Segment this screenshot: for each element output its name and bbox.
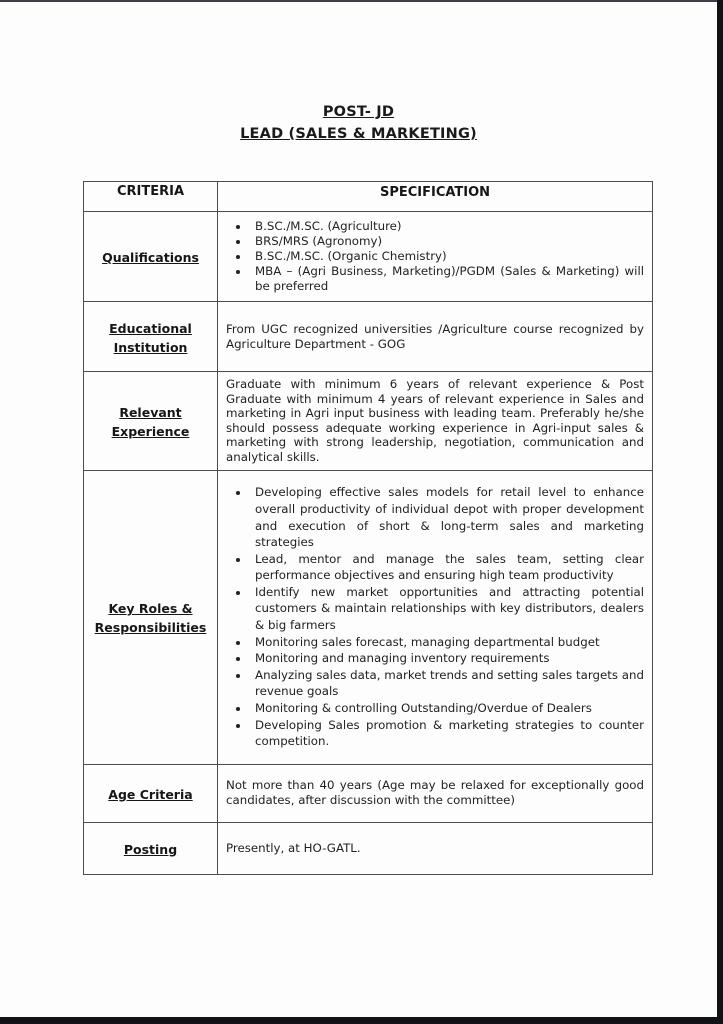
bullet-item: • Lead, mentor and manage the sales team, setting clear performance objectives and ensuring high team productivity xyxy=(250,551,644,584)
specification-cell-posting xyxy=(218,822,653,874)
jd-table-body xyxy=(84,212,653,875)
jd-table xyxy=(83,181,653,875)
title-role: LEAD (SALES & MARKETING) xyxy=(240,126,477,142)
bullet-item: • Monitoring and managing inventory requirements xyxy=(250,650,644,667)
bullet-item: • Developing Sales promotion & marketing strategies to counter competition. xyxy=(250,717,644,750)
bullet-item: • B.SC./M.SC. (Agriculture) xyxy=(250,219,644,234)
criteria-cell-posting xyxy=(84,822,218,874)
bullet-item: • B.SC./M.SC. (Organic Chemistry) xyxy=(250,249,644,264)
criteria-cell-age-criteria xyxy=(84,764,218,822)
criteria-cell-qualifications xyxy=(84,212,218,302)
bullet-list xyxy=(226,484,644,750)
criteria-cell-key-roles-responsibilities xyxy=(84,470,218,764)
criteria-cell-educational-institution xyxy=(84,302,218,372)
specification-text: From UGC recognized universities /Agriculture course recognized by Agriculture Department - GOG xyxy=(226,321,644,351)
bullet-item: • MBA – (Agri Business, Marketing)/PGDM (Sales & Marketing) will be preferred xyxy=(250,264,644,294)
document-title xyxy=(0,101,717,145)
scan-border-right xyxy=(717,0,723,1024)
specification-cell-key-roles-responsibilities xyxy=(218,470,653,764)
bullet-item: • Monitoring & controlling Outstanding/Overdue of Dealers xyxy=(250,700,644,717)
table-header-row xyxy=(84,182,653,212)
criteria-label: Posting xyxy=(123,841,178,857)
specification-text: Presently, at HO-GATL. xyxy=(226,840,361,855)
specification-cell-age-criteria xyxy=(218,764,653,822)
specification-cell-relevant-experience xyxy=(218,372,653,471)
table-row-age-criteria xyxy=(84,764,653,822)
table-row-qualifications xyxy=(84,212,653,302)
criteria-label: Age Criteria xyxy=(108,786,193,802)
title-post-jd: POST- JD xyxy=(322,104,395,120)
scan-border-bottom xyxy=(0,1017,723,1024)
criteria-label: Educational Institution xyxy=(109,320,192,355)
table-row-educational-institution xyxy=(84,302,653,372)
bullet-item: • Analyzing sales data, market trends and setting sales targets and revenue goals xyxy=(250,667,644,700)
bullet-item: • Developing effective sales models for retail level to enhance overall productivity of individual depot with proper development and execution of short & long-term sales and marketing strategies xyxy=(250,484,644,550)
specification-text: Not more than 40 years (Age may be relaxed for exceptionally good candidates, after discussion with the committee) xyxy=(226,778,644,808)
criteria-label: Key Roles & Responsibilities xyxy=(94,601,207,636)
specification-cell-educational-institution xyxy=(218,302,653,372)
bullet-item: • Monitoring sales forecast, managing departmental budget xyxy=(250,634,644,651)
table-row-key-roles-responsibilities xyxy=(84,470,653,764)
table-row-relevant-experience xyxy=(84,372,653,471)
bullet-item: • BRS/MRS (Agronomy) xyxy=(250,234,644,249)
criteria-label: Relevant Experience xyxy=(111,404,190,439)
criteria-label: Qualifications xyxy=(102,250,199,265)
bullet-item: • Identify new market opportunities and attracting potential customers & maintain relationships with key distributors, dealers & big farmers xyxy=(250,584,644,634)
column-header-criteria: CRITERIA xyxy=(84,182,218,212)
column-header-specification: SPECIFICATION xyxy=(218,182,653,212)
specification-text: Graduate with minimum 6 years of relevant experience & Post Graduate with minimum 4 years of relevant experience in Sales and marketing in Agri input business with leading team. Preferably he/she should possess adequate working experience in Agri-input sales & marketing with strong leadership, negotiation, communication and analytical skills. xyxy=(226,377,644,464)
table-row-posting xyxy=(84,822,653,874)
bullet-list xyxy=(226,219,644,294)
criteria-cell-relevant-experience xyxy=(84,372,218,471)
specification-cell-qualifications xyxy=(218,212,653,302)
